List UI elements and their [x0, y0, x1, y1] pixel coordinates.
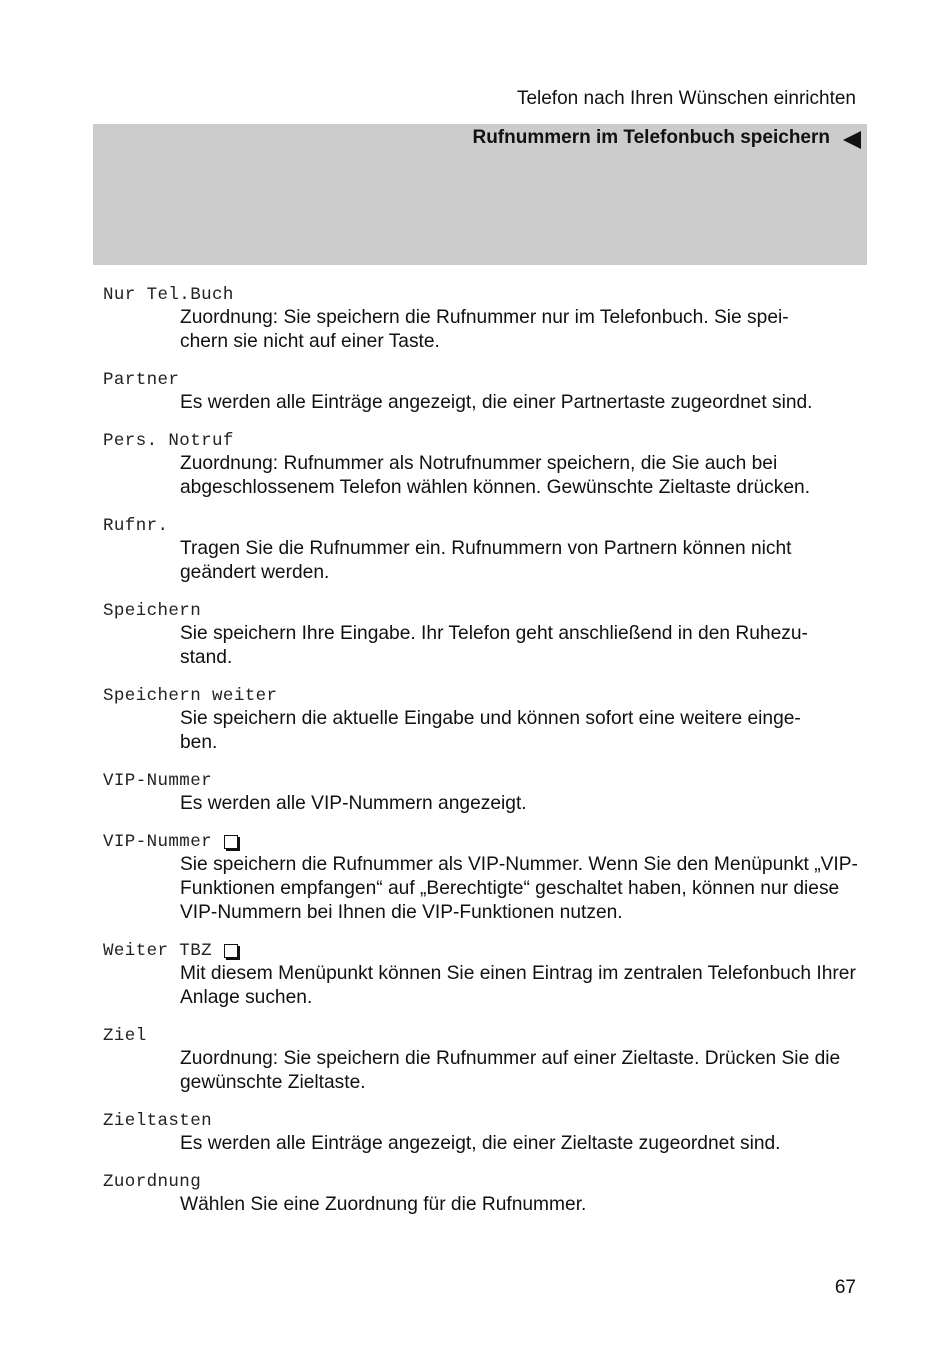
- list-item: [103, 831, 863, 925]
- list-item: [103, 1110, 863, 1156]
- term-description: Zuordnung: Sie speichern die Rufnummer auf einer Zieltaste. Drücken Sie die gewünschte Zieltaste.: [180, 1048, 841, 1093]
- menu-term: Speichern: [103, 601, 202, 621]
- term-description: Tragen Sie die Rufnummer ein. Rufnummern von Partnern können nicht geändert werden.: [180, 538, 792, 583]
- menu-term: VIP-Nummer: [103, 771, 213, 791]
- page-number: 67: [834, 1277, 856, 1298]
- term-description: Sie speichern die aktuelle Eingabe und können sofort eine weitere einge- ben.: [180, 708, 801, 753]
- checkbox-square-icon: [224, 835, 238, 849]
- triangle-left-icon: [843, 131, 861, 149]
- menu-term-row: [103, 831, 863, 853]
- term-description: Wählen Sie eine Zuordnung für die Rufnummer.: [180, 1194, 587, 1215]
- checkbox-square-icon: [224, 944, 238, 958]
- menu-term: Nur Tel.Buch: [103, 285, 234, 305]
- term-description: Es werden alle VIP-Nummern angezeigt.: [180, 793, 527, 814]
- menu-term-row: [103, 940, 863, 962]
- list-item: [103, 1171, 863, 1217]
- section-title: Rufnummern im Telefonbuch speichern: [472, 127, 830, 148]
- menu-term: Pers. Notruf: [103, 431, 234, 451]
- list-item: [103, 685, 863, 755]
- menu-term: Rufnr.: [103, 516, 169, 536]
- list-item: [103, 940, 863, 1010]
- menu-term-list: [103, 284, 863, 1232]
- term-description: Sie speichern Ihre Eingabe. Ihr Telefon geht anschließend in den Ruhezu- stand.: [180, 623, 808, 668]
- menu-term: Ziel: [103, 1026, 147, 1046]
- menu-term: Weiter TBZ: [103, 941, 213, 961]
- chapter-title: Telefon nach Ihren Wünschen einrichten: [516, 88, 856, 109]
- list-item: [103, 369, 863, 415]
- menu-term: Partner: [103, 370, 180, 390]
- term-description: Sie speichern die Rufnummer als VIP-Nummer. Wenn Sie den Menüpunkt „VIP-Funktionen empfangen“ auf „Berechtigte“ geschaltet haben, können nur diese VIP-Nummern bei Ihnen die VIP-Funktionen nutzen.: [180, 854, 858, 923]
- term-description: Zuordnung: Sie speichern die Rufnummer nur im Telefonbuch. Sie spei- chern sie nicht auf einer Taste.: [180, 307, 789, 352]
- list-item: [103, 1025, 863, 1095]
- list-item: [103, 515, 863, 585]
- menu-term: VIP-Nummer: [103, 832, 213, 852]
- term-description: Es werden alle Einträge angezeigt, die einer Zieltaste zugeordnet sind.: [180, 1133, 781, 1154]
- menu-term: Speichern weiter: [103, 686, 278, 706]
- list-item: [103, 600, 863, 670]
- term-description: Zuordnung: Rufnummer als Notrufnummer speichern, die Sie auch bei abgeschlossenem Telefon wählen können. Gewünschte Zieltaste drücken.: [180, 453, 811, 498]
- term-description: Es werden alle Einträge angezeigt, die einer Partnertaste zugeordnet sind.: [180, 392, 813, 413]
- menu-term: Zieltasten: [103, 1111, 213, 1131]
- list-item: [103, 770, 863, 816]
- term-description: Mit diesem Menüpunkt können Sie einen Eintrag im zentralen Telefonbuch Ihrer Anlage suchen.: [180, 963, 856, 1008]
- list-item: [103, 430, 863, 500]
- list-item: [103, 284, 863, 354]
- menu-term: Zuordnung: [103, 1172, 202, 1192]
